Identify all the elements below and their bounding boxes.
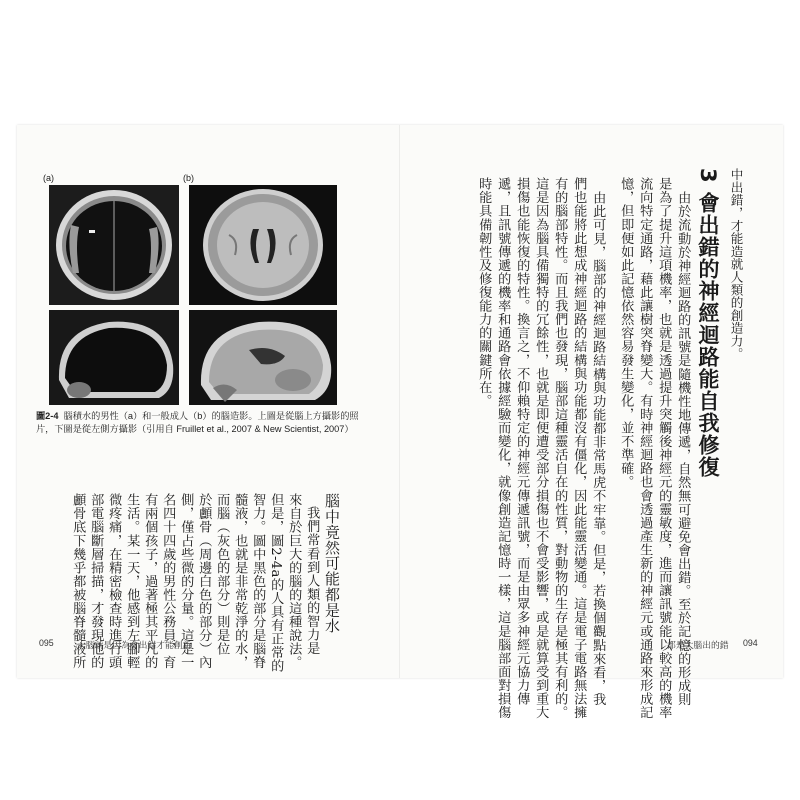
- paragraph-line: 於顱骨（周邊白色的部分）內: [196, 493, 212, 670]
- paragraph-line: 由此可見，腦部的神經迴路結構與功能都非常馬虎不牢靠。但是，若換個觀點來看，我: [590, 191, 606, 706]
- paragraph-line: 時能具備韌性及修復能力的關鍵所在。: [476, 177, 492, 408]
- paragraph-line: 名四十四歲的男性公務員，育: [160, 493, 176, 670]
- paragraph-line: 髓液，也就是非常乾淨的水，: [232, 493, 248, 670]
- scan-image: [49, 310, 179, 405]
- page-gutter: [399, 125, 400, 678]
- paragraph-line: 這是因為腦具備獨特的冗餘性，也就是即便遭受部分損傷也不會受影響，或是就算受到重大: [533, 177, 549, 719]
- brain-scan-b-top: [189, 185, 337, 305]
- figure-caption: [36, 410, 366, 436]
- chapter-title: 3 會出錯的神經迴路能自我修復: [696, 168, 720, 478]
- paragraph-line: 而腦（灰色的部分）則是位: [214, 493, 230, 656]
- paragraph-line: 們也能將此想成神經迴路的結構與功能都沒有僵化，因此能靈活變通。這是電子電路無法擁: [571, 177, 587, 719]
- paragraph-line: 由於流動於神經迴路的訊號是隨機性地傳遞，自然無可避免會出錯。至於記憶的形成則: [675, 191, 691, 706]
- paragraph-line: 我們常看到人類的智力是: [304, 506, 320, 656]
- paragraph-line: 流向特定通路，藉此讓樹突脊變大。有時神經迴路也會透過產生新的神經元或通路來形成記: [637, 177, 653, 719]
- figure-caption-id: 圖2-4: [36, 411, 59, 421]
- left-footer-title: 大腦就是因為會出錯才能創新: [77, 640, 192, 650]
- scan-image: [189, 310, 337, 405]
- figure-caption-text: 腦積水的男性（a）和一般成人（b）的腦造影。上圖是從腦上方攝影的照片，下圖是從左側方攝影（引用自 Fruillet et al., 2007 & New Scientist, 2007）: [36, 411, 359, 434]
- paragraph-line: 損傷也能恢復的特性。換言之，不仰賴特定的神經元傳遞訊號，而是由眾多神經元協力傳: [514, 177, 530, 706]
- paragraph-line: 有兩個孩子，過著極其平凡的: [142, 493, 158, 670]
- right-footer-title: 都是大腦出的錯: [667, 640, 729, 650]
- intro-text: 中出錯，才能造就人類的創造力。: [728, 168, 744, 360]
- right-page-number: 094: [743, 638, 758, 648]
- brain-scan-b-side: [189, 310, 337, 405]
- paragraph-line: 來自於巨大的腦的這種說法。: [286, 493, 302, 670]
- paragraph-line: 生活。某一天，他感到左腳輕: [124, 493, 140, 670]
- paragraph-line: 微疼痛，在精密檢查時進行頭: [106, 493, 122, 670]
- paragraph-line: 但是，圖2-4a的人具有正常的: [268, 493, 284, 673]
- brain-scan-a-side: [49, 310, 179, 405]
- paragraph-line: 是為了提升這項機率，也就是透過提升突觸後神經元的靈敏度，進而讓訊號能以較高的機率: [656, 177, 672, 719]
- left-page-number: 095: [39, 638, 54, 648]
- paragraph-line: 憶，但即便如此記憶依然容易發生變化，並不準確。: [618, 177, 634, 489]
- paragraph-line: 遞，且訊號傳遞的機率和通路會依據經驗而變化，就像創造記憶時一樣，這是腦部面對損傷: [495, 177, 511, 719]
- paragraph-line: 有的腦部特性。而且我們也發現，腦部這種靈活自在的性質，對動物的生存是極其有利的。: [552, 177, 568, 719]
- section-title: 腦中竟然可能都是水: [323, 493, 341, 634]
- paragraph-line: 智力。圖中黑色的部分是腦脊: [250, 493, 266, 670]
- figure-label-b: (b): [183, 173, 194, 183]
- scan-image: [49, 185, 179, 305]
- figure-label-a: (a): [43, 173, 54, 183]
- paragraph-line: 側，僅占些微的分量。這是一: [178, 493, 194, 670]
- brain-scan-a-top: [49, 185, 179, 305]
- scan-image: [189, 185, 337, 305]
- paragraph-line: 顱骨底下幾乎都被腦脊髓液所: [70, 493, 86, 670]
- paragraph-line: 部電腦斷層掃描，才發現他的: [88, 493, 104, 670]
- book-spread: [17, 125, 783, 719]
